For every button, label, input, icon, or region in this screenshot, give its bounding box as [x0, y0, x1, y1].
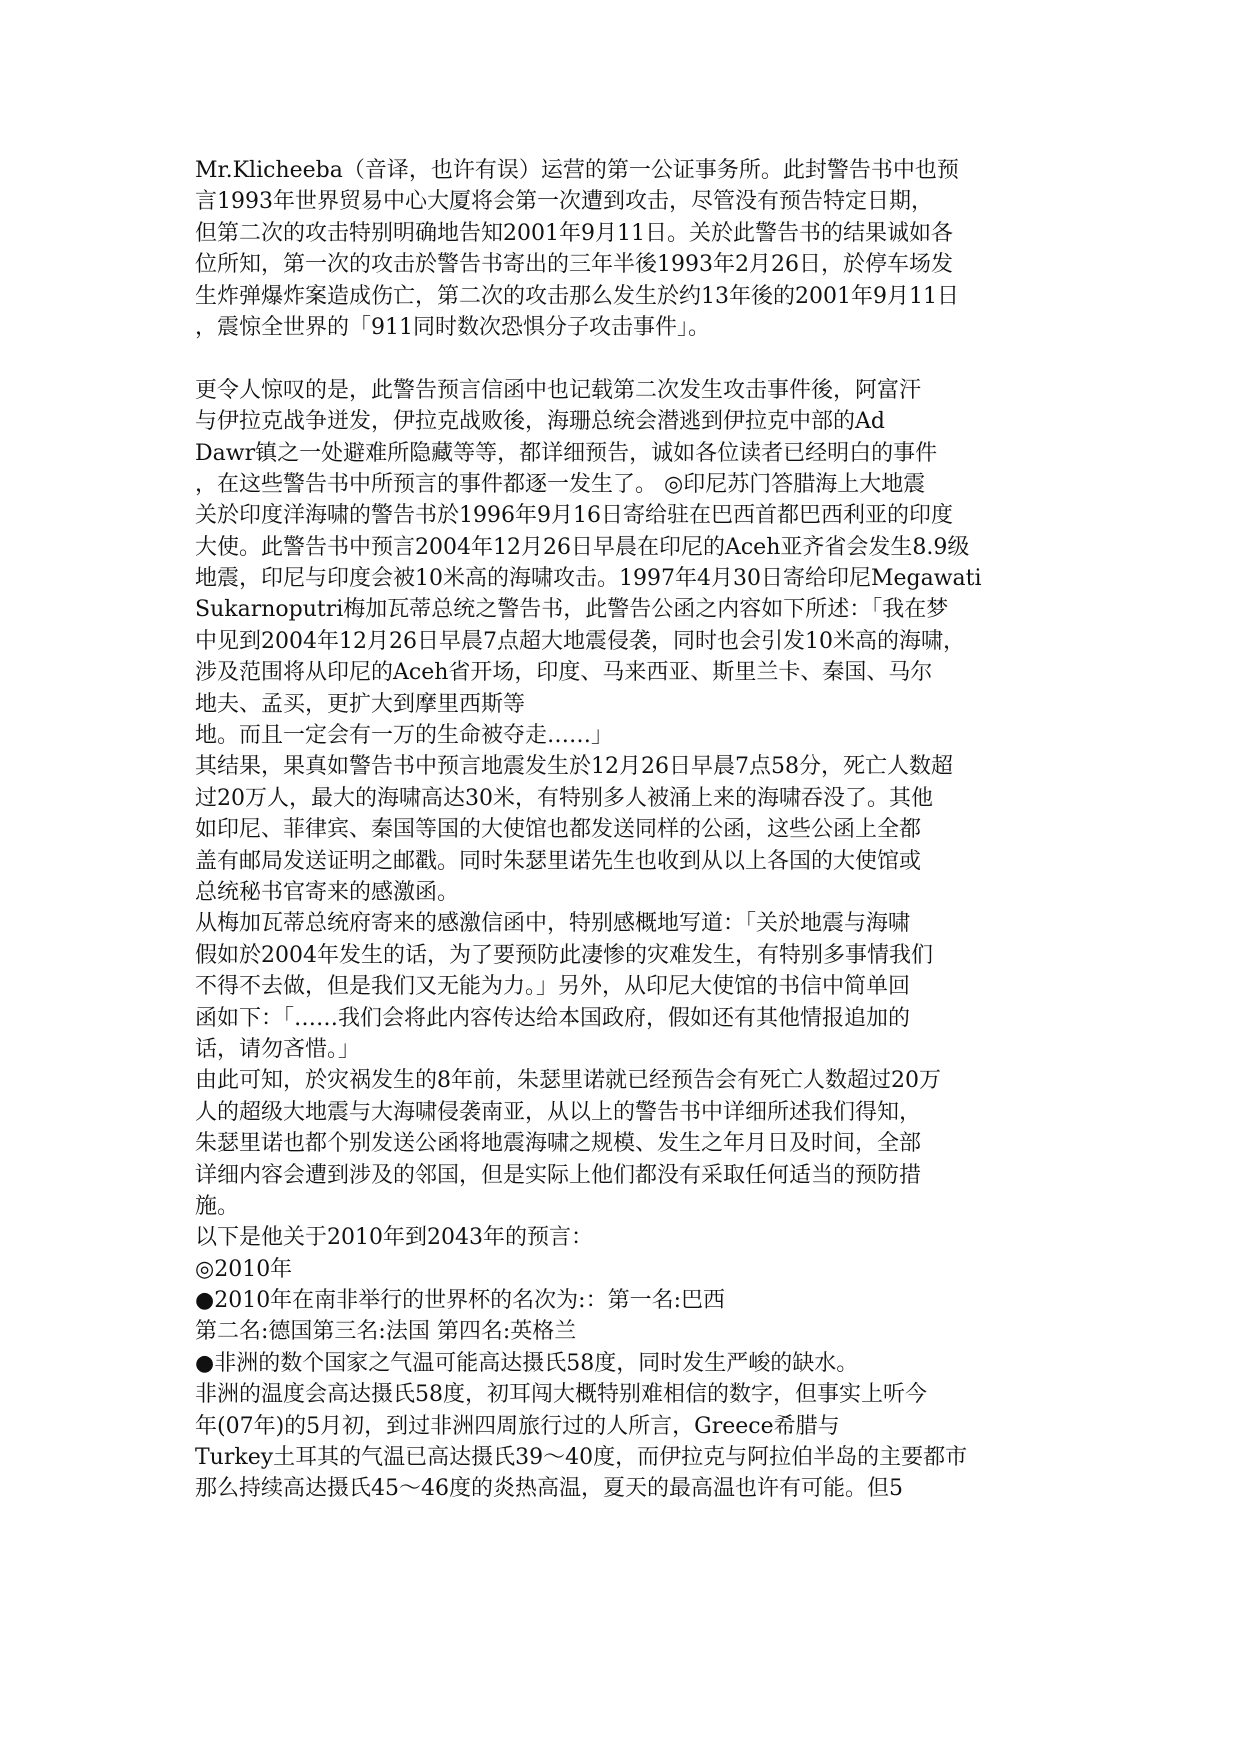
text-line: 年(07年)的5月初，到过非洲四周旅行过的人所言，Greece希腊与 — [195, 1413, 840, 1439]
text-line: 生炸弹爆炸案造成伤亡，第二次的攻击那么发生於约13年後的2001年9月11日 — [195, 283, 959, 309]
text-line: 过20万人，最大的海啸高达30米，有特别多人被涌上来的海啸吞没了。其他 — [195, 785, 933, 811]
text-line: 地震，印尼与印度会被10米高的海啸攻击。1997年4月30日寄给印尼Megawati — [195, 566, 982, 592]
text-line: ，震惊全世界的「911同时数次恐惧分子攻击事件」。 — [195, 314, 710, 340]
text-line: 其结果，果真如警告书中预言地震发生於12月26日早晨7点58分，死亡人数超 — [195, 754, 953, 780]
text-line: ◎2010年 — [195, 1256, 293, 1282]
text-line: 更令人惊叹的是，此警告预言信函中也记载第二次发生攻击事件後，阿富汗 — [195, 377, 922, 403]
text-line: 那么持续高达摄氏45～46度的炎热高温，夏天的最高温也许有可能。但5 — [195, 1476, 903, 1502]
paragraph-spacer — [195, 343, 1075, 374]
text-line: 地。而且一定会有一万的生命被夺走……」 — [195, 723, 614, 749]
text-line: Mr.Klicheeba（音译，也许有误）运营的第一公证事务所。此封警告书中也预 — [195, 158, 959, 183]
text-line: 不得不去做，但是我们又无能为力。」另外，从印尼大使馆的书信中简单回 — [195, 974, 911, 1000]
text-line: 话，请勿吝惜。」 — [195, 1036, 361, 1062]
text-line: 如印尼、菲律宾、秦国等国的大使馆也都发送同样的公函，这些公函上全都 — [195, 817, 922, 843]
text-line: 施。 — [195, 1193, 240, 1219]
text-line: 非洲的温度会高达摄氏58度，初耳闯大概特别难相信的数字，但事实上听今 — [195, 1382, 927, 1408]
text-line: Sukarnoputri梅加瓦蒂总统之警告书，此警告公函之内容如下所述：「我在梦 — [195, 597, 949, 623]
text-line: 函如下：「……我们会将此内容传达给本国政府，假如还有其他情报追加的 — [195, 1005, 911, 1031]
text-line: 从梅加瓦蒂总统府寄来的感激信函中，特别感概地写道：「关於地震与海啸 — [195, 911, 911, 937]
text-line: 第二名:德国第三名:法国 第四名:英格兰 — [195, 1319, 577, 1345]
text-line: 由此可知，於灾祸发生的8年前，朱瑟里诺就已经预告会有死亡人数超过20万 — [195, 1068, 941, 1094]
text-line: 详细内容会遭到涉及的邻国，但是实际上他们都没有采取任何适当的预防措 — [195, 1162, 922, 1188]
document-body — [195, 155, 1075, 1505]
text-line: 言1993年世界贸易中心大厦将会第一次遭到攻击，尽管没有预告特定日期， — [195, 189, 933, 215]
text-line: 大使。此警告书中预言2004年12月26日早晨在印尼的Aceh亚齐省会发生8.9级 — [195, 534, 970, 560]
text-line: 位所知，第一次的攻击於警告书寄出的三年半後1993年2月26日，於停车场发 — [195, 252, 953, 278]
text-line: 关於印度洋海啸的警告书於1996年9月16日寄给驻在巴西首都巴西利亚的印度 — [195, 503, 953, 529]
text-line: 假如於2004年发生的话，为了要预防此凄惨的灾难发生，有特别多事情我们 — [195, 942, 933, 968]
text-line: Turkey土耳其的气温已高达摄氏39～40度，而伊拉克与阿拉伯半岛的主要都市 — [195, 1445, 968, 1471]
text-line: ●2010年在南非举行的世界杯的名次为:：第一名:巴西 — [195, 1288, 726, 1314]
text-line: 盖有邮局发送证明之邮戳。同时朱瑟里诺先生也收到从以上各国的大使馆或 — [195, 848, 922, 874]
text-line: 与伊拉克战争迸发，伊拉克战败後，海珊总统会潜逃到伊拉克中部的Ad — [195, 409, 885, 435]
text-line: 朱瑟里诺也都个别发送公函将地震海啸之规模、发生之年月日及时间，全部 — [195, 1131, 922, 1157]
text-line: 总统秘书官寄来的感激函。 — [195, 879, 460, 905]
text-line: 但第二次的攻击特别明确地告知2001年9月11日。关於此警告书的结果诚如各 — [195, 220, 953, 246]
text-line: 人的超级大地震与大海啸侵袭南亚，从以上的警告书中详细所述我们得知， — [195, 1099, 922, 1125]
text-line: 中见到2004年12月26日早晨7点超大地震侵袭，同时也会引发10米高的海啸， — [195, 628, 965, 654]
text-line: ，在这些警告书中所预言的事件都逐一发生了。 ◎印尼苏门答腊海上大地震 — [195, 471, 926, 497]
text-line: 以下是他关于2010年到2043年的预言： — [195, 1225, 593, 1251]
text-line: Dawr镇之一处避难所隐藏等等，都详细预告，诚如各位读者已经明白的事件 — [195, 440, 938, 466]
text-line: 涉及范围将从印尼的Aceh省开场，印度、马来西亚、斯里兰卡、秦国、马尔 — [195, 660, 933, 686]
text-line: ●非洲的数个国家之气温可能高达摄氏58度，同时发生严峻的缺水。 — [195, 1350, 859, 1376]
text-line: 地夫、孟买，更扩大到摩里西斯等 — [195, 691, 526, 717]
